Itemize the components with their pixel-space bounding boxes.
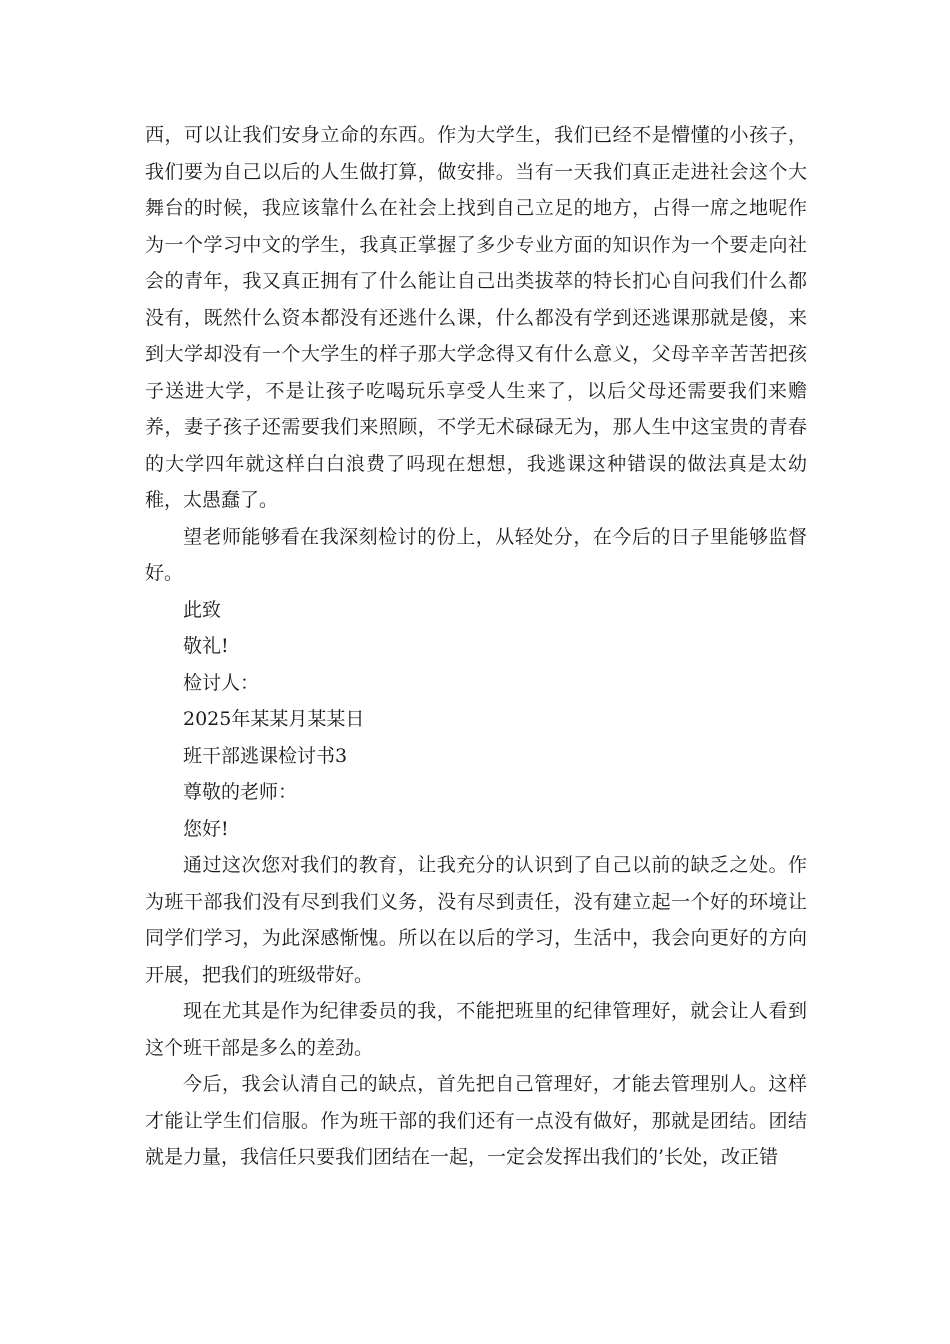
paragraph-body-2: 现在尤其是作为纪律委员的我，不能把班里的纪律管理好，就会让人看到这个班干部是多么的差劲。 — [145, 1000, 807, 1059]
paragraph-request: 望老师能够看在我深刻检讨的份上，从轻处分，在今后的日子里能够监督好。 — [145, 525, 807, 584]
greeting-hello: 您好! — [183, 817, 229, 840]
paragraph-body-1: 通过这次您对我们的教育，让我充分的认识到了自己以前的缺乏之处。作为班干部我们没有尽到我们义务，没有尽到责任，没有建立起一个好的环境让同学们学习，为此深感惭愧。所以在以后的学习，生活中，我会向更好的方向开展，把我们的班级带好。 — [145, 854, 807, 986]
date-line: 2025年某某月某某日 — [183, 708, 365, 730]
greeting-addressee: 尊敬的老师： — [183, 781, 298, 803]
closing-regards: 敬礼! — [183, 635, 229, 657]
signature-label: 检讨人： — [183, 671, 260, 694]
paragraph-continued: 西，可以让我们安身立命的东西。作为大学生，我们已经不是懵懂的小孩子，我们要为自己以后的人生做打算，做安排。当有一天我们真正走进社会这个大舞台的时候，我应该靠什么在社会上找到自己立足的地方，占得一席之地呢作为一个学习中文的学生，我真正掌握了多少专业方面的知识作为一个要走向社会的青年，我又真正拥有了什么能让自己出类拔萃的特长扪心自问我们什么都没有，既然什么资本都没有还逃什么课，什么都没有学到还逃课那就是傻，来到大学却没有一个大学生的样子那大学念得又有什么意义，父母辛辛苦苦把孩子送进大学，不是让孩子吃喝玩乐享受人生来了，以后父母还需要我们来赡养，妻子孩子还需要我们来照顾，不学无术碌碌无为，那人生中这宝贵的青春的大学四年就这样白白浪费了吗现在想想，我逃课这种错误的做法真是太幼稚，太愚蠢了。 — [145, 124, 807, 511]
section-title: 班干部逃课检讨书3 — [183, 744, 348, 767]
paragraph-body-3: 今后，我会认清自己的缺点，首先把自己管理好，才能去管理别人。这样才能让学生们信服。作为班干部的我们还有一点没有做好，那就是团结。团结就是力量，我信任只要我们团结在一起，一定会发挥出我们的’长处，改正错 — [145, 1073, 807, 1168]
closing-salutation: 此致 — [183, 598, 222, 621]
document-page — [145, 117, 807, 1176]
